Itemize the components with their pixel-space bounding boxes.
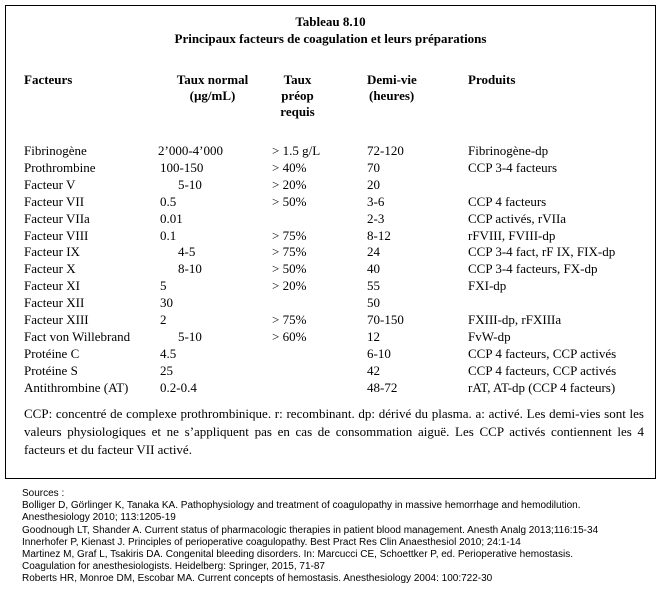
cell-preop: > 75% [272, 227, 307, 243]
cell-factor: Fibrinogène [24, 143, 87, 158]
sources [22, 488, 652, 586]
cell-factor: Facteur XIII [24, 312, 89, 327]
header-factor: Facteurs [24, 72, 73, 87]
cell-halflife: 2-3 [367, 210, 385, 226]
cell-level: 8-10 [178, 261, 202, 277]
cell-preop: > 20% [272, 176, 307, 192]
cell-preop: > 50% [272, 193, 307, 209]
cell-product: FvW-dp [468, 328, 511, 344]
cell-preop: > 75% [272, 312, 307, 327]
cell-product: CCP 4 facteurs, CCP activés [468, 362, 617, 378]
cell-halflife: 55 [367, 278, 380, 294]
table-title: Tableau 8.10 [295, 14, 366, 29]
cell-level: 2’000-4’000 [158, 143, 223, 158]
cell-product: CCP 4 facteurs, CCP activés [468, 345, 617, 361]
cell-product: CCP activés, rVIIa [468, 210, 567, 226]
cell-product: FXIII-dp, rFXIIIa [468, 312, 562, 327]
cell-preop: > 75% [272, 244, 307, 260]
source-line: Coagulation for anesthesiologists. Heidelberg: Springer, 2015, 71-87 [22, 561, 325, 573]
cell-preop: > 50% [272, 261, 307, 277]
cell-level: 0.01 [160, 210, 183, 226]
cell-product: CCP 3-4 fact, rF IX, FIX-dp [468, 244, 616, 260]
cell-factor: Facteur XII [24, 295, 85, 311]
cell-level: 5-10 [178, 328, 202, 344]
cell-factor: Facteur IX [24, 244, 80, 260]
cell-factor: Facteur V [24, 176, 76, 192]
source-line: Innerhofer P, Kienast J. Principles of perioperative coagulopathy. Best Pract Res Clin Anaesthesiol 2010; 24:1-14 [22, 536, 521, 548]
sources-label: Sources : [22, 488, 65, 499]
cell-level: 5 [160, 278, 167, 294]
cell-product: CCP 3-4 facteurs, FX-dp [468, 261, 598, 277]
cell-preop: > 1.5 g/L [272, 143, 321, 158]
cell-halflife: 70 [367, 159, 380, 175]
cell-factor: Facteur XI [24, 278, 80, 294]
cell-level: 0.1 [160, 227, 177, 243]
cell-factor: Facteur X [24, 261, 76, 277]
cell-level: 25 [160, 362, 173, 378]
cell-halflife: 40 [367, 261, 380, 277]
source-line: Goodnough LT, Shander A. Current status of pharmacologic therapies in patient blood management. Anesth Analg 2013;116:15-34 [22, 524, 599, 536]
cell-level: 30 [160, 295, 173, 311]
header-products: Produits [468, 72, 516, 87]
cell-level: 100-150 [160, 159, 204, 175]
table-subtitle: Principaux facteurs de coagulation et leurs préparations [174, 31, 487, 46]
cell-product: CCP 4 facteurs [468, 193, 547, 209]
source-line: Martinez M, Graf L, Tsakiris DA. Congenital bleeding disorders. In: Marcucci CE, Schoettker P, ed. Perioperative hemostasis. [22, 549, 573, 561]
cell-halflife: 42 [367, 362, 380, 378]
cell-preop: > 60% [272, 328, 307, 344]
cell-halflife: 20 [367, 176, 380, 192]
cell-factor: Facteur VIIa [24, 210, 90, 226]
cell-halflife: 72-120 [367, 143, 404, 158]
cell-product: rFVIII, FVIII-dp [468, 227, 556, 243]
cell-factor: Prothrombine [24, 159, 96, 175]
cell-level: 5-10 [178, 176, 202, 192]
cell-halflife: 8-12 [367, 227, 391, 243]
cell-product: rAT, AT-dp (CCP 4 facteurs) [468, 379, 616, 395]
cell-level: 4-5 [178, 244, 196, 260]
source-line: Roberts HR, Monroe DM, Escobar MA. Current concepts of hemostasis. Anesthesiology 2004: 100:722-30 [22, 573, 493, 585]
cell-level: 0.2-0.4 [160, 379, 197, 395]
source-line: Anesthesiology 2010; 113:1205-19 [22, 512, 176, 524]
cell-factor: Antithrombine (AT) [24, 379, 129, 395]
header-level: Taux normal (µg/mL) [176, 72, 249, 103]
cell-halflife: 12 [367, 328, 380, 344]
cell-factor: Fact von Willebrand [24, 328, 131, 344]
cell-product: CCP 3-4 facteurs [468, 159, 558, 175]
cell-halflife: 50 [367, 295, 380, 311]
cell-level: 4.5 [160, 345, 177, 361]
cell-factor: Protéine S [24, 362, 78, 378]
table-note: CCP: concentré de complexe prothrombinique. r: recombinant. dp: dérivé du plasma. a: activé. Les demi-vies sont les valeurs physiologiques et ne s’appliquent pas en cas de consommation aiguë. Les CCP activés contiennent les 4 facteurs et du facteur VII activé. [24, 406, 644, 457]
cell-halflife: 24 [367, 244, 380, 260]
cell-halflife: 3-6 [367, 193, 385, 209]
cell-preop: > 20% [272, 278, 307, 294]
cell-product: Fibrinogène-dp [468, 143, 549, 158]
cell-preop: > 40% [272, 159, 307, 175]
cell-factor: Facteur VII [24, 193, 85, 209]
cell-level: 0.5 [160, 193, 177, 209]
cell-product: FXI-dp [468, 278, 507, 294]
cell-factor: Facteur VIII [24, 227, 89, 243]
source-line: Bolliger D, Görlinger K, Tanaka KA. Pathophysiology and treatment of coagulopathy in massive hemorrhage and hemodilution. [22, 500, 581, 512]
cell-level: 2 [160, 312, 167, 327]
cell-halflife: 70-150 [367, 312, 404, 327]
cell-factor: Protéine C [24, 345, 80, 361]
cell-halflife: 6-10 [367, 345, 391, 361]
cell-halflife: 48-72 [367, 379, 398, 395]
source-list [22, 500, 652, 585]
header-preop: Taux préop requis [280, 72, 315, 119]
header-halflife: Demi-vie (heures) [367, 72, 417, 103]
